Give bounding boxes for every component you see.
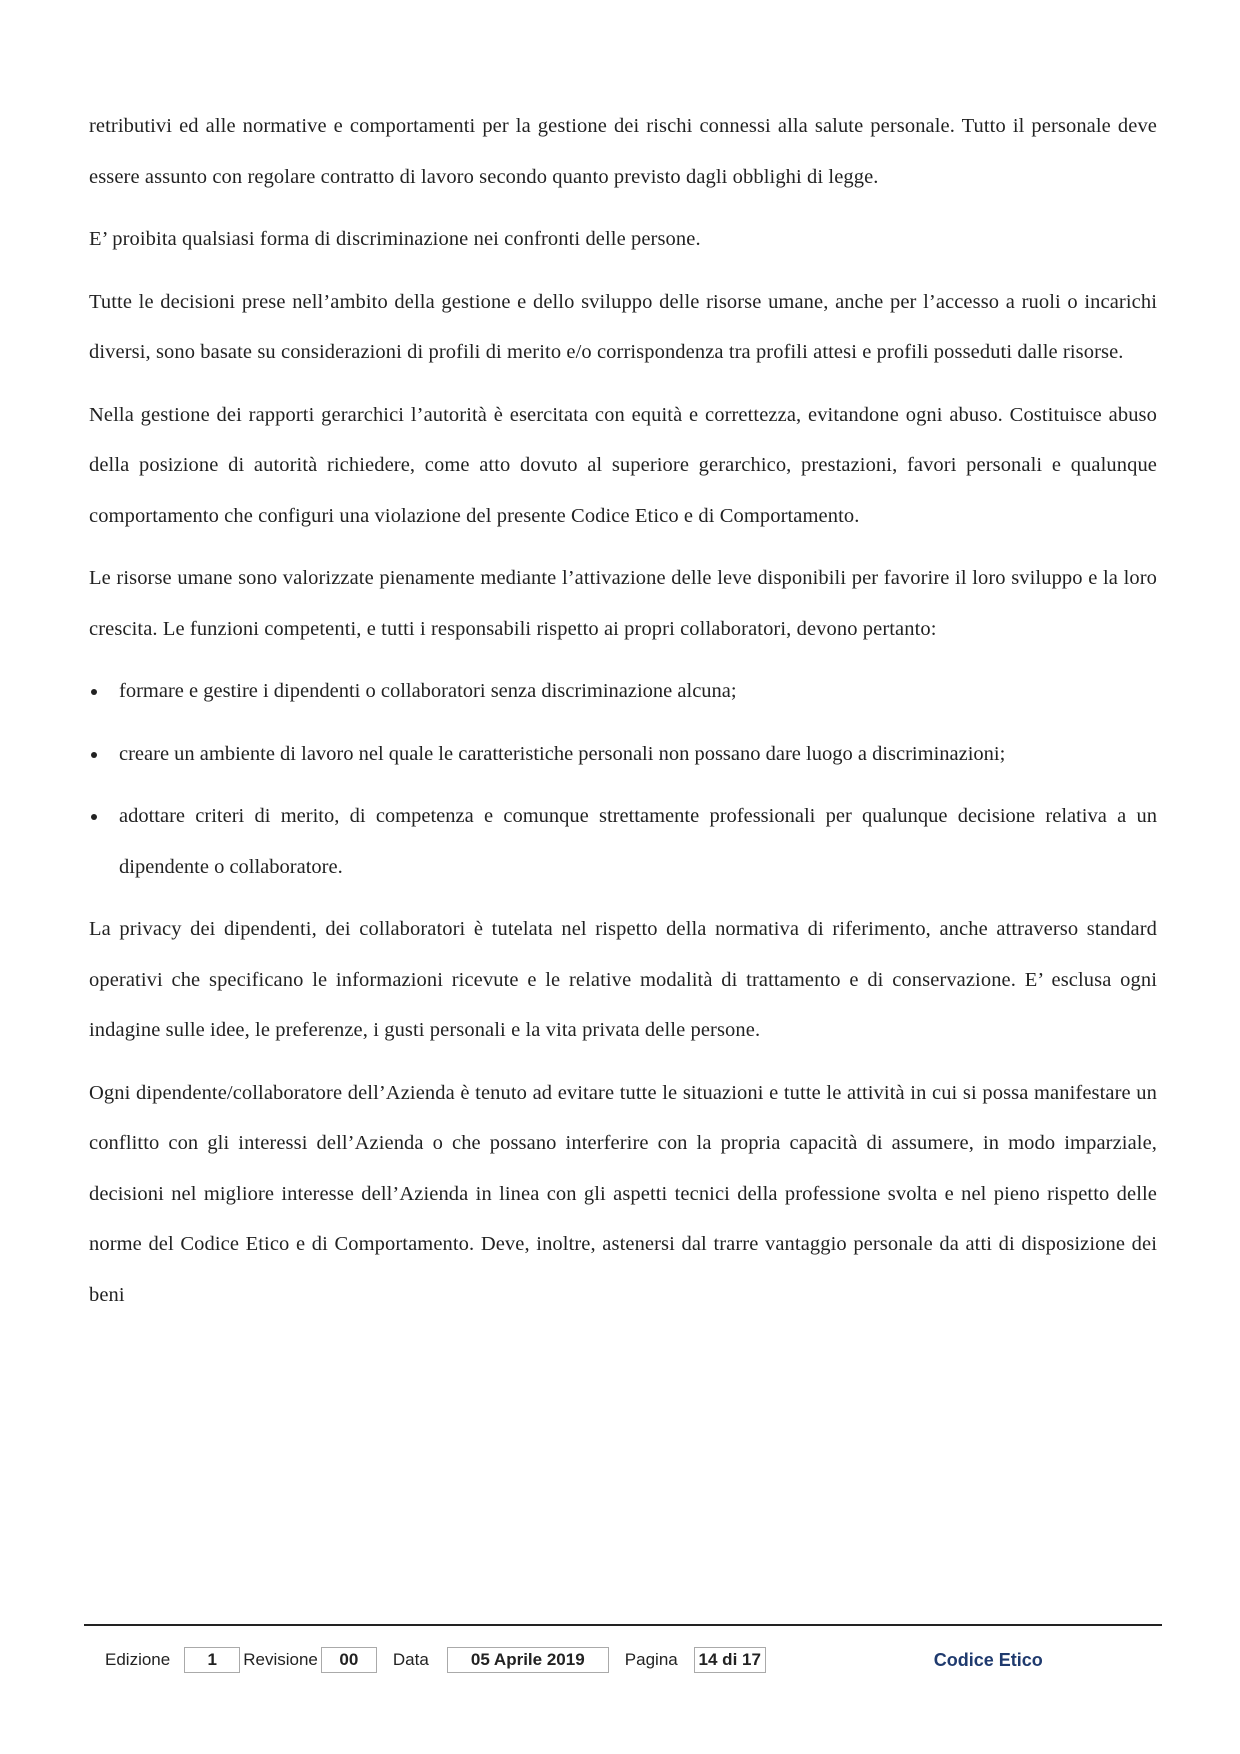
revisione-label: Revisione bbox=[243, 1650, 318, 1669]
bullet-icon bbox=[91, 814, 97, 820]
paragraph-retribution: retributivi ed alle normative e comportamenti per la gestione dei rischi connessi alla salute personale. Tutto il personale deve essere assunto con regolare contratto di lavoro secondo quanto previsto dagli obblighi di legge. bbox=[89, 115, 1157, 188]
document-body bbox=[89, 101, 1157, 1332]
paragraph-discrimination: E’ proibita qualsiasi forma di discriminazione nei confronti delle persone. bbox=[89, 228, 701, 250]
list-item-text: formare e gestire i dipendenti o collaboratori senza discriminazione alcuna; bbox=[119, 680, 737, 702]
document-title: Codice Etico bbox=[933, 1649, 1043, 1670]
pagina-label: Pagina bbox=[624, 1650, 678, 1669]
paragraph-privacy: La privacy dei dipendenti, dei collaboratori è tutelata nel rispetto della normativa di riferimento, anche attraverso standard operativi che specificano le informazioni ricevute e le relative modalità di trattamento e di conservazione. E’ esclusa ogni indagine sulle idee, le preferenze, i gusti personali e la vita privata delle persone. bbox=[89, 918, 1157, 1041]
list-item bbox=[89, 729, 1157, 780]
edizione-value: 1 bbox=[184, 1647, 240, 1673]
paragraph-hr-decisions: Tutte le decisioni prese nell’ambito della gestione e dello sviluppo delle risorse umane, anche per l’accesso a ruoli o incarichi diversi, sono basate su considerazioni di profili di merito e/o corrispondenza tra profili attesi e profili posseduti dalle risorse. bbox=[89, 290, 1157, 363]
edizione-label: Edizione bbox=[105, 1650, 171, 1669]
paragraph-conflict-of-interest: Ogni dipendente/collaboratore dell’Azienda è tenuto ad evitare tutte le situazioni e tutte le attività in cui si possa manifestare un conflitto con gli interessi dell’Azienda o che possano interferire con la propria capacità di assumere, in modo imparziale, decisioni nel migliore interesse dell’Azienda in linea con gli aspetti tecnici della professione svolta e nel pieno rispetto delle norme del Codice Etico e di Comportamento. Deve, inoltre, astenersi dal trarre vantaggio personale da atti di disposizione dei beni bbox=[89, 1081, 1157, 1306]
list-item bbox=[89, 791, 1157, 892]
bullet-icon bbox=[91, 752, 97, 758]
data-value: 05 Aprile 2019 bbox=[447, 1647, 609, 1673]
footer-divider bbox=[84, 1624, 1162, 1626]
pagina-value: 14 di 17 bbox=[694, 1647, 766, 1673]
revisione-value: 00 bbox=[321, 1647, 377, 1673]
page-footer bbox=[105, 1646, 1043, 1674]
list-item bbox=[89, 666, 1157, 717]
list-item-text: adottare criteri di merito, di competenza e comunque strettamente professionali per qualunque decisione relativa a un dipendente o collaboratore. bbox=[119, 805, 1157, 878]
bullet-list bbox=[89, 666, 1157, 892]
list-item-text: creare un ambiente di lavoro nel quale le caratteristiche personali non possano dare luogo a discriminazioni; bbox=[119, 742, 1006, 765]
paragraph-hierarchy: Nella gestione dei rapporti gerarchici l’autorità è esercitata con equità e correttezza, evitandone ogni abuso. Costituisce abuso della posizione di autorità richiedere, come atto dovuto al superiore gerarchico, prestazioni, favori personali e qualunque comportamento che configuri una violazione del presente Codice Etico e di Comportamento. bbox=[89, 403, 1157, 527]
paragraph-development: Le risorse umane sono valorizzate pienamente mediante l’attivazione delle leve disponibili per favorire il loro sviluppo e la loro crescita. Le funzioni competenti, e tutti i responsabili rispetto ai propri collaboratori, devono pertanto: bbox=[89, 567, 1157, 640]
data-label: Data bbox=[392, 1650, 429, 1669]
bullet-icon bbox=[91, 689, 97, 695]
